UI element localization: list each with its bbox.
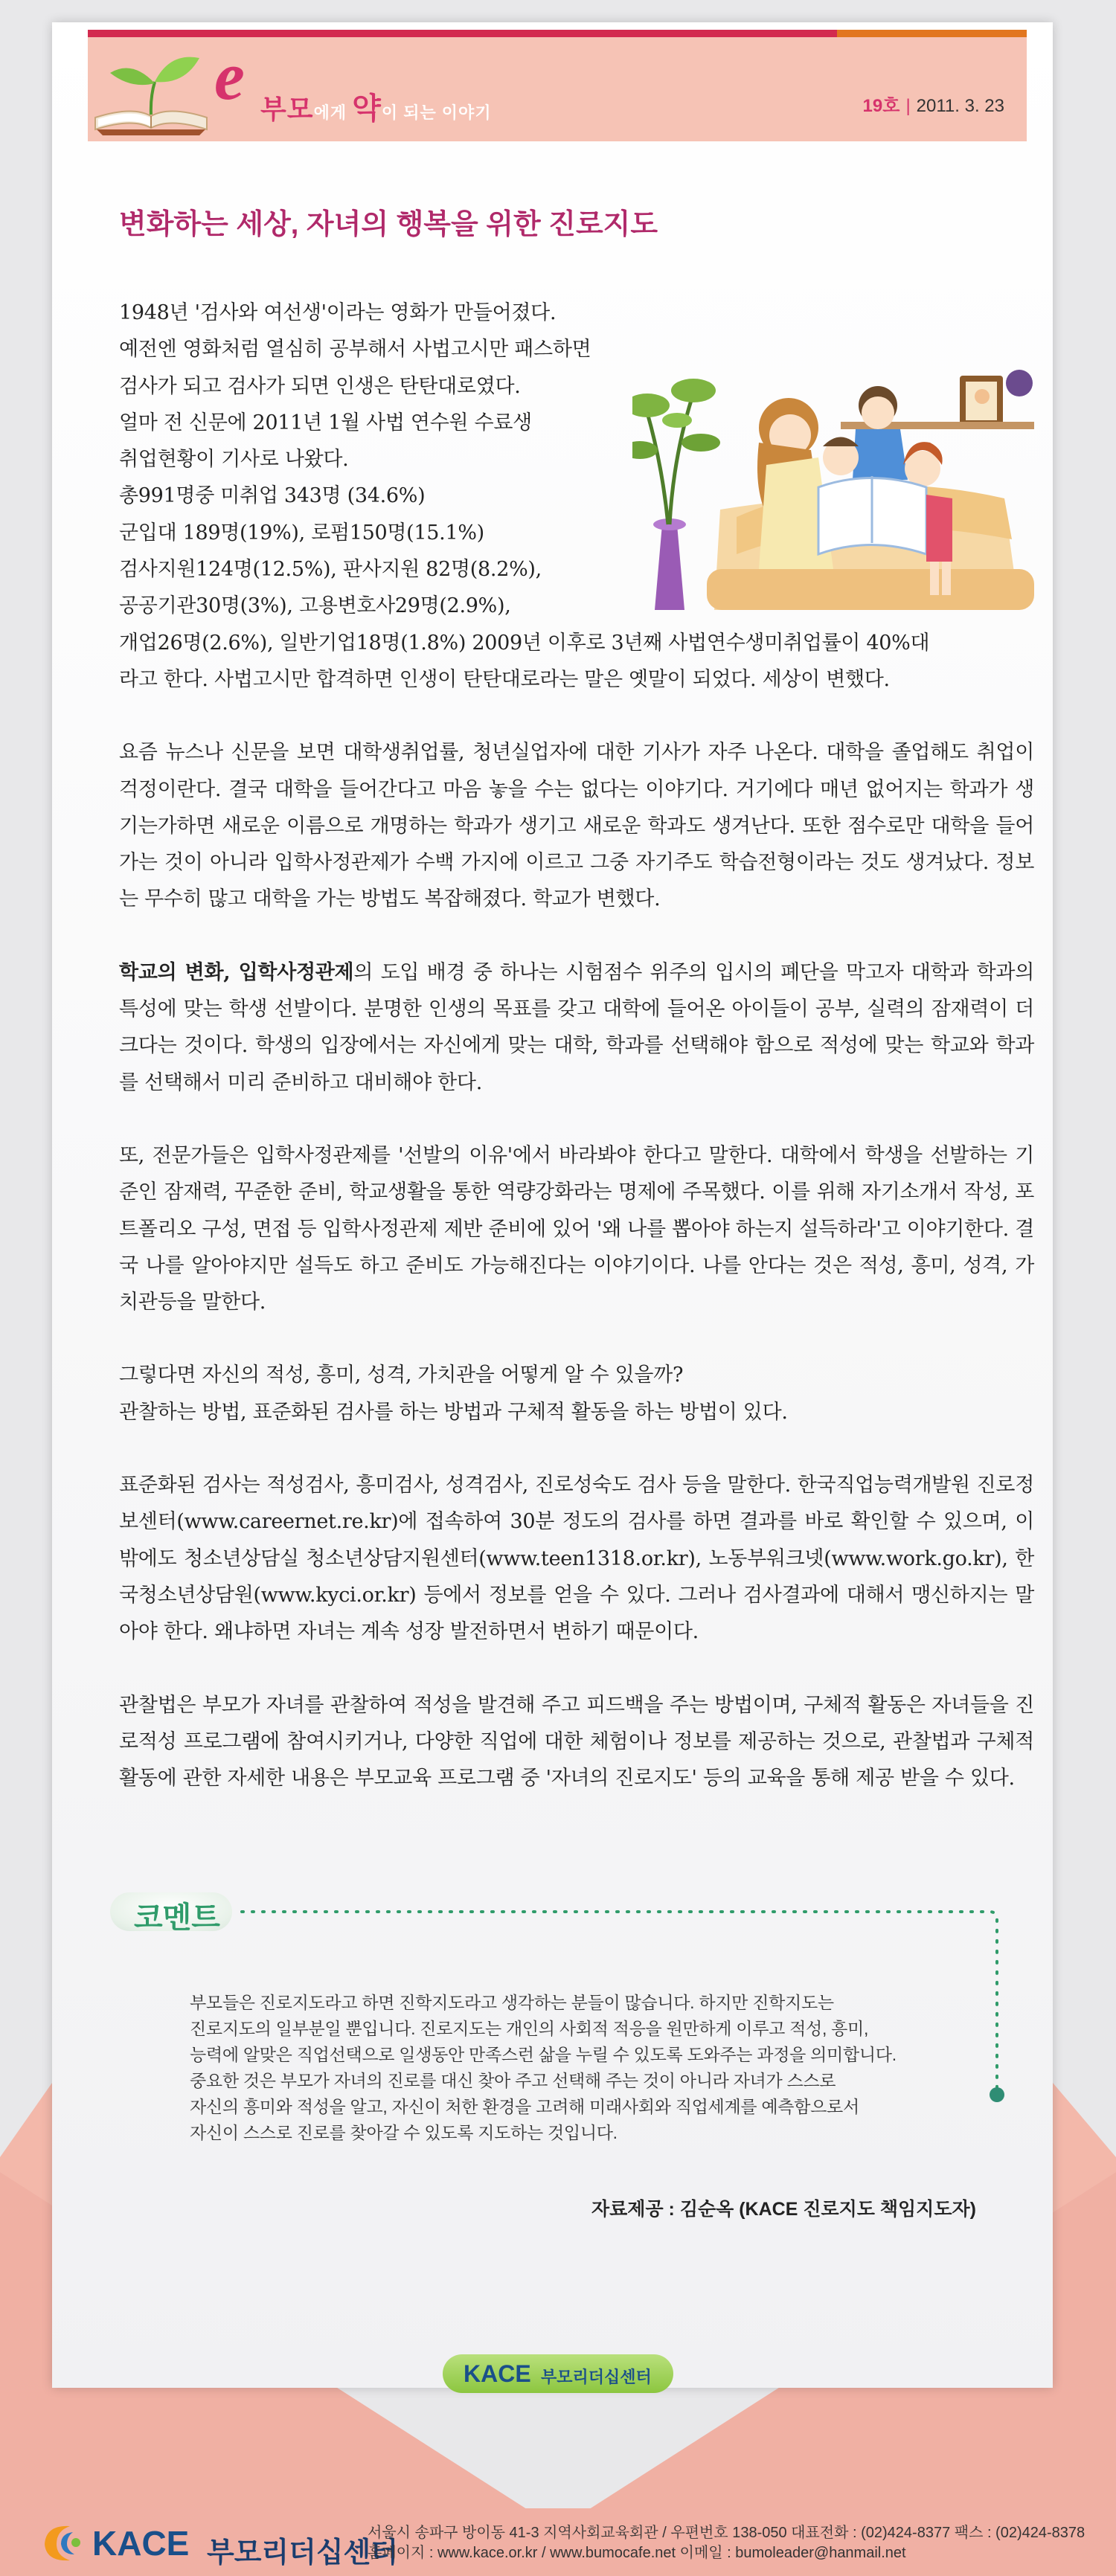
logo-part-3: 약 <box>352 92 382 125</box>
comment-section <box>89 1889 1027 2217</box>
issue-info <box>863 91 1004 117</box>
kace-center-badge <box>443 2354 673 2393</box>
intro-line: 라고 한다. 사법고시만 합격하면 인생이 탄탄대로라는 말은 옛말이 되었다. 세상이 변했다. <box>119 667 890 691</box>
article-title: 변화하는 세상, 자녀의 행복을 위한 진로지도 <box>119 209 658 240</box>
footer-kace: KACE <box>92 2524 190 2563</box>
source-credit: 자료제공 : 김순옥 (KACE 진로지도 책임지도자) <box>591 2199 976 2220</box>
logo-e-letter: e <box>214 38 245 114</box>
comment-tag <box>110 1889 237 1937</box>
logo-wordmark <box>260 85 492 127</box>
badge-center: 부모리더십센터 <box>541 2368 652 2386</box>
article-paragraph: 관찰법은 부모가 자녀를 관찰하여 적성을 발견해 주고 피드백을 주는 방법이며, 구체적 활동은 자녀들을 진로적성 프로그램에 참여시키거나, 다양한 직업에 대한 체험이나 정보를 제공하는 것으로, 관찰법과 구체적 활동에 관한 자세한 내용은 부모교육 프로그램 중 '자녀의 진로지도' 등의 교육을 통해 제공 받을 수 있다. <box>119 1693 1034 1790</box>
footer <box>0 2508 1116 2576</box>
footer-address: 서울시 송파구 방이동 41-3 지역사회교육회관 / 우편번호 138-050 대표전화 : (02)424-8377 팩스 : (02)424-8378 <box>368 2525 1085 2541</box>
paragraph-line: 관찰하는 방법, 표준화된 검사를 하는 방법과 구체적 활동을 하는 방법이 있다. <box>119 1400 788 1424</box>
intro-line: 1948년 '검사와 여선생'이라는 영화가 만들어졌다. <box>119 301 557 324</box>
article-body <box>119 295 1034 1833</box>
intro-line: 개업26명(2.6%), 일반기업18명(1.8%) 2009년 이후로 3년째 사법연수생미취업률이 40%대 <box>119 631 930 655</box>
footer-center-name: 부모리더십센터 <box>207 2537 398 2569</box>
paragraph-rest: 의 도입 배경 중 하나는 시험점수 위주의 입시의 폐단을 막고자 대학과 학과의 특성에 맞는 학생 선발이다. 분명한 인생의 목표를 갖고 대학에 들어온 아이들이 공부, 실력의 잠재력이 더 크다는 것이다. 학생의 입장에서는 자신에게 맞는 대학, 학과를 선택해야 함으로 적성에 맞는 학교와 학과를 선택해서 미리 준비하고 대비해야 한다. <box>119 960 1034 1094</box>
article-paragraph: 표준화된 검사는 적성검사, 흥미검사, 성격검사, 진로성숙도 검사 등을 말한다. 한국직업능력개발원 진로정보센터(www.careernet.re.kr)에 접속하여 30분 정도의 검사를 하면 결과를 바로 확인할 수 있으며, 이 밖에도 청소년상담실 청소년상담지원센터(www.teen1318.or.kr), 노동부워크넷(www.work.go.kr), 한국청소년상담원(www.kyci.or.kr) 등에서 정보를 얻을 수 있다. 그러나 검사결과에 대해서 맹신하지는 말아야 한다. 왜냐하면 자녀는 계속 성장 발전하면서 변하기 때문이다. <box>119 1474 1034 1644</box>
book-sprout-icon <box>88 37 214 141</box>
issue-date: 2011. 3. 23 <box>916 96 1004 116</box>
intro-line: 예전엔 영화처럼 열심히 공부해서 사법고시만 패스하면 <box>119 338 591 362</box>
comment-line: 능력에 알맞은 직업선택으로 일생동안 만족스런 삶을 누릴 수 있도록 도와주는 과정을 의미합니다. <box>190 2045 897 2064</box>
article-paragraph: 요즘 뉴스나 신문을 보면 대학생취업률, 청년실업자에 대한 기사가 자주 나온다. 대학을 졸업해도 취업이 걱정이란다. 결국 대학을 들어간다고 마음 놓을 수는 없다는 이야기다. 거기에다 매년 없어지는 학과가 생기는가하면 새로운 이름으로 개명하는 학과가 생기고 새로운 학과도 생겨난다. 또한 점수로만 대학을 들어가는 것이 아니라 입학사정관제가 수백 가지에 이르고 그중 자기주도 학습전형이라는 것도 생겨났다. 정보는 무수히 많고 대학을 가는 방법도 복잡해졌다. 학교가 변했다. <box>119 741 1034 911</box>
comment-line: 중요한 것은 부모가 자녀의 진로를 대신 찾아 주고 선택해 주는 것이 아니라 자녀가 스스로 <box>190 2071 836 2090</box>
header-accent-line-orange <box>837 30 1027 37</box>
article-intro <box>119 295 1034 698</box>
comment-line: 진로지도의 일부분일 뿐입니다. 진로지도는 개인의 사회적 적응을 원만하게 이루고 적성, 흥미, <box>190 2019 869 2038</box>
comment-line: 부모들은 진로지도라고 하면 진학지도라고 생각하는 분들이 많습니다. 하지만 진학지도는 <box>190 1993 834 2012</box>
badge-kace: KACE <box>464 2360 531 2387</box>
article-paragraph <box>119 1357 1034 1430</box>
logo-part-4: 이 되는 이야기 <box>381 103 492 122</box>
intro-line: 검사가 되고 검사가 되면 인생은 탄탄대로였다. <box>119 374 521 398</box>
paragraph-bold-lead: 학교의 변화, 입학사정관제 <box>119 960 354 984</box>
comment-line: 자신이 스스로 진로를 찾아갈 수 있도록 지도하는 것입니다. <box>190 2123 618 2142</box>
intro-line: 얼마 전 신문에 2011년 1월 사법 연수원 수료생 <box>119 411 532 434</box>
article-paragraph: 또, 전문가들은 입학사정관제를 '선발의 이유'에서 바라봐야 한다고 말한다. 대학에서 학생을 선발하는 기준인 잠재력, 꾸준한 준비, 학교생활을 통한 역량강화라는 명제에 주목했다. 이를 위해 자기소개서 작성, 포트폴리오 구성, 면접 등 입학사정관제 제반 준비에 있어 '왜 나를 뽑아야 하는지 설득하라'고 이야기한다. 결국 나를 알아야지만 설득도 하고 준비도 가능해진다는 이야기이다. 나를 안다는 것은 적성, 흥미, 성격, 가치관등을 말한다. <box>119 1143 1034 1314</box>
newsletter-logo <box>88 37 653 141</box>
comment-line: 자신의 흥미와 적성을 알고, 자신이 처한 환경을 고려해 미래사회와 직업세계를 예측함으로서 <box>190 2097 859 2116</box>
kace-logo-icon <box>40 2522 85 2565</box>
intro-line: 총991명중 미취업 343명 (34.6%) <box>119 484 426 508</box>
intro-line: 공공기관30명(3%), 고용변호사29명(2.9%), <box>119 594 511 618</box>
intro-line: 군입대 189명(19%), 로펌150명(15.1%) <box>119 521 484 545</box>
comment-text <box>190 1990 963 2146</box>
issue-separator: | <box>905 96 911 116</box>
footer-web: 홈페이지 : www.kace.or.kr / www.bumocafe.net 이메일 : bumoleader@hanmail.net <box>368 2545 906 2561</box>
paragraph-line: 그렇다면 자신의 적성, 흥미, 성격, 가치관을 어떻게 알 수 있을까? <box>119 1364 684 1387</box>
intro-line: 검사지원124명(12.5%), 판사지원 82명(8.2%), <box>119 558 542 582</box>
footer-contact-info <box>368 2523 1085 2563</box>
logo-part-1: 부모 <box>260 94 314 124</box>
comment-label: 코멘트 <box>134 1901 220 1934</box>
header <box>88 37 1027 141</box>
intro-line: 취업현황이 기사로 나왔다. <box>119 448 349 472</box>
issue-number: 19호 <box>862 96 900 116</box>
article-paragraph <box>119 954 1034 1101</box>
logo-part-2: 에게 <box>313 103 353 122</box>
